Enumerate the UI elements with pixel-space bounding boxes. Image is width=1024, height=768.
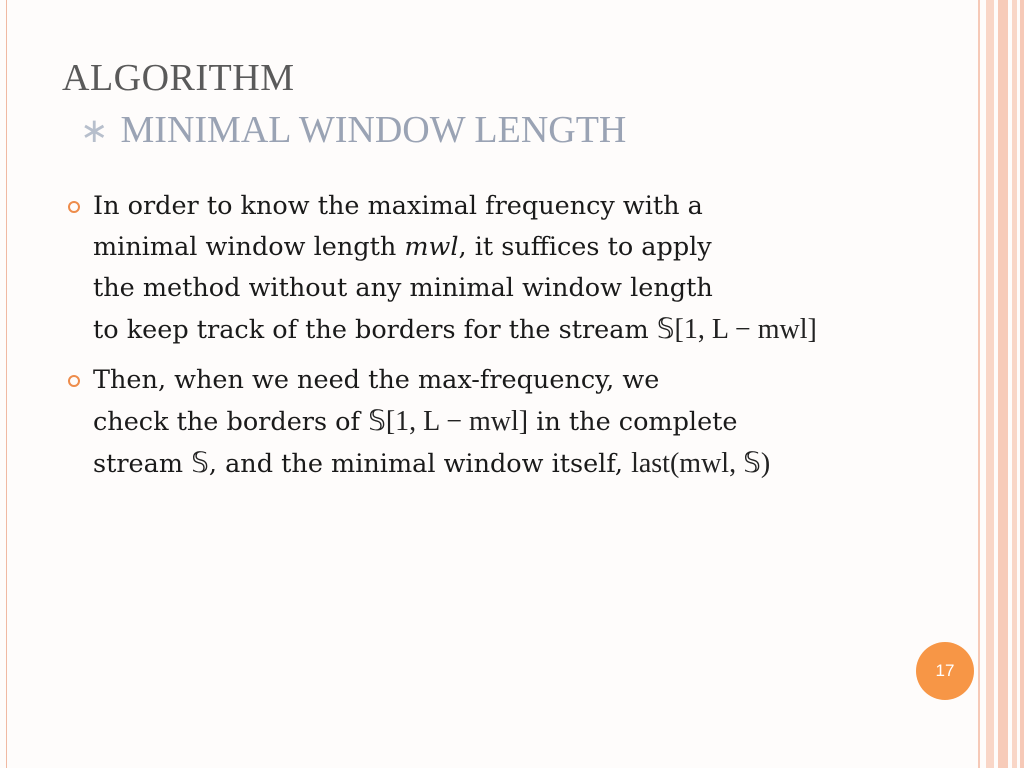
text-line: stream 𝕊, and the minimal window itself, last(mwl, 𝕊) [93,448,771,479]
decorative-stripe [978,0,980,768]
decorative-stripe [1012,0,1017,768]
bullet-item [68,360,968,485]
decorative-stripe [986,0,994,768]
math-expression: 𝕊 [191,448,209,479]
bullet-circle-icon [68,201,80,213]
math-expression: 𝕊[1, L − mwl] [656,314,817,345]
subtitle-text: MINIMAL WINDOW LENGTH [120,109,627,151]
slide-subtitle [80,108,626,152]
page-number-badge: 17 [916,642,974,700]
text-line: Then, when we need the max-frequency, we [93,365,660,395]
slide-title: ALGORITHM [62,57,295,99]
slide-body [68,186,968,494]
text-line: check the borders of 𝕊[1, L − mwl] in the complete [93,406,738,437]
left-border-line [6,0,7,768]
decorative-stripe [1020,0,1024,768]
math-expression: 𝕊[1, L − mwl] [368,406,529,437]
bullet-item [68,186,968,351]
bullet-circle-icon [68,375,80,387]
text-line: minimal window length mwl, it suffices to apply [93,232,712,262]
text-line: to keep track of the borders for the stream 𝕊[1, L − mwl] [93,314,817,345]
math-variable: mwl [404,232,459,262]
decorative-stripe [998,0,1008,768]
asterisk-icon: ∗ [80,113,109,150]
text-line: In order to know the maximal frequency with a [93,191,703,221]
text-line: the method without any minimal window length [93,273,713,303]
math-expression: last(mwl, 𝕊) [631,448,771,479]
